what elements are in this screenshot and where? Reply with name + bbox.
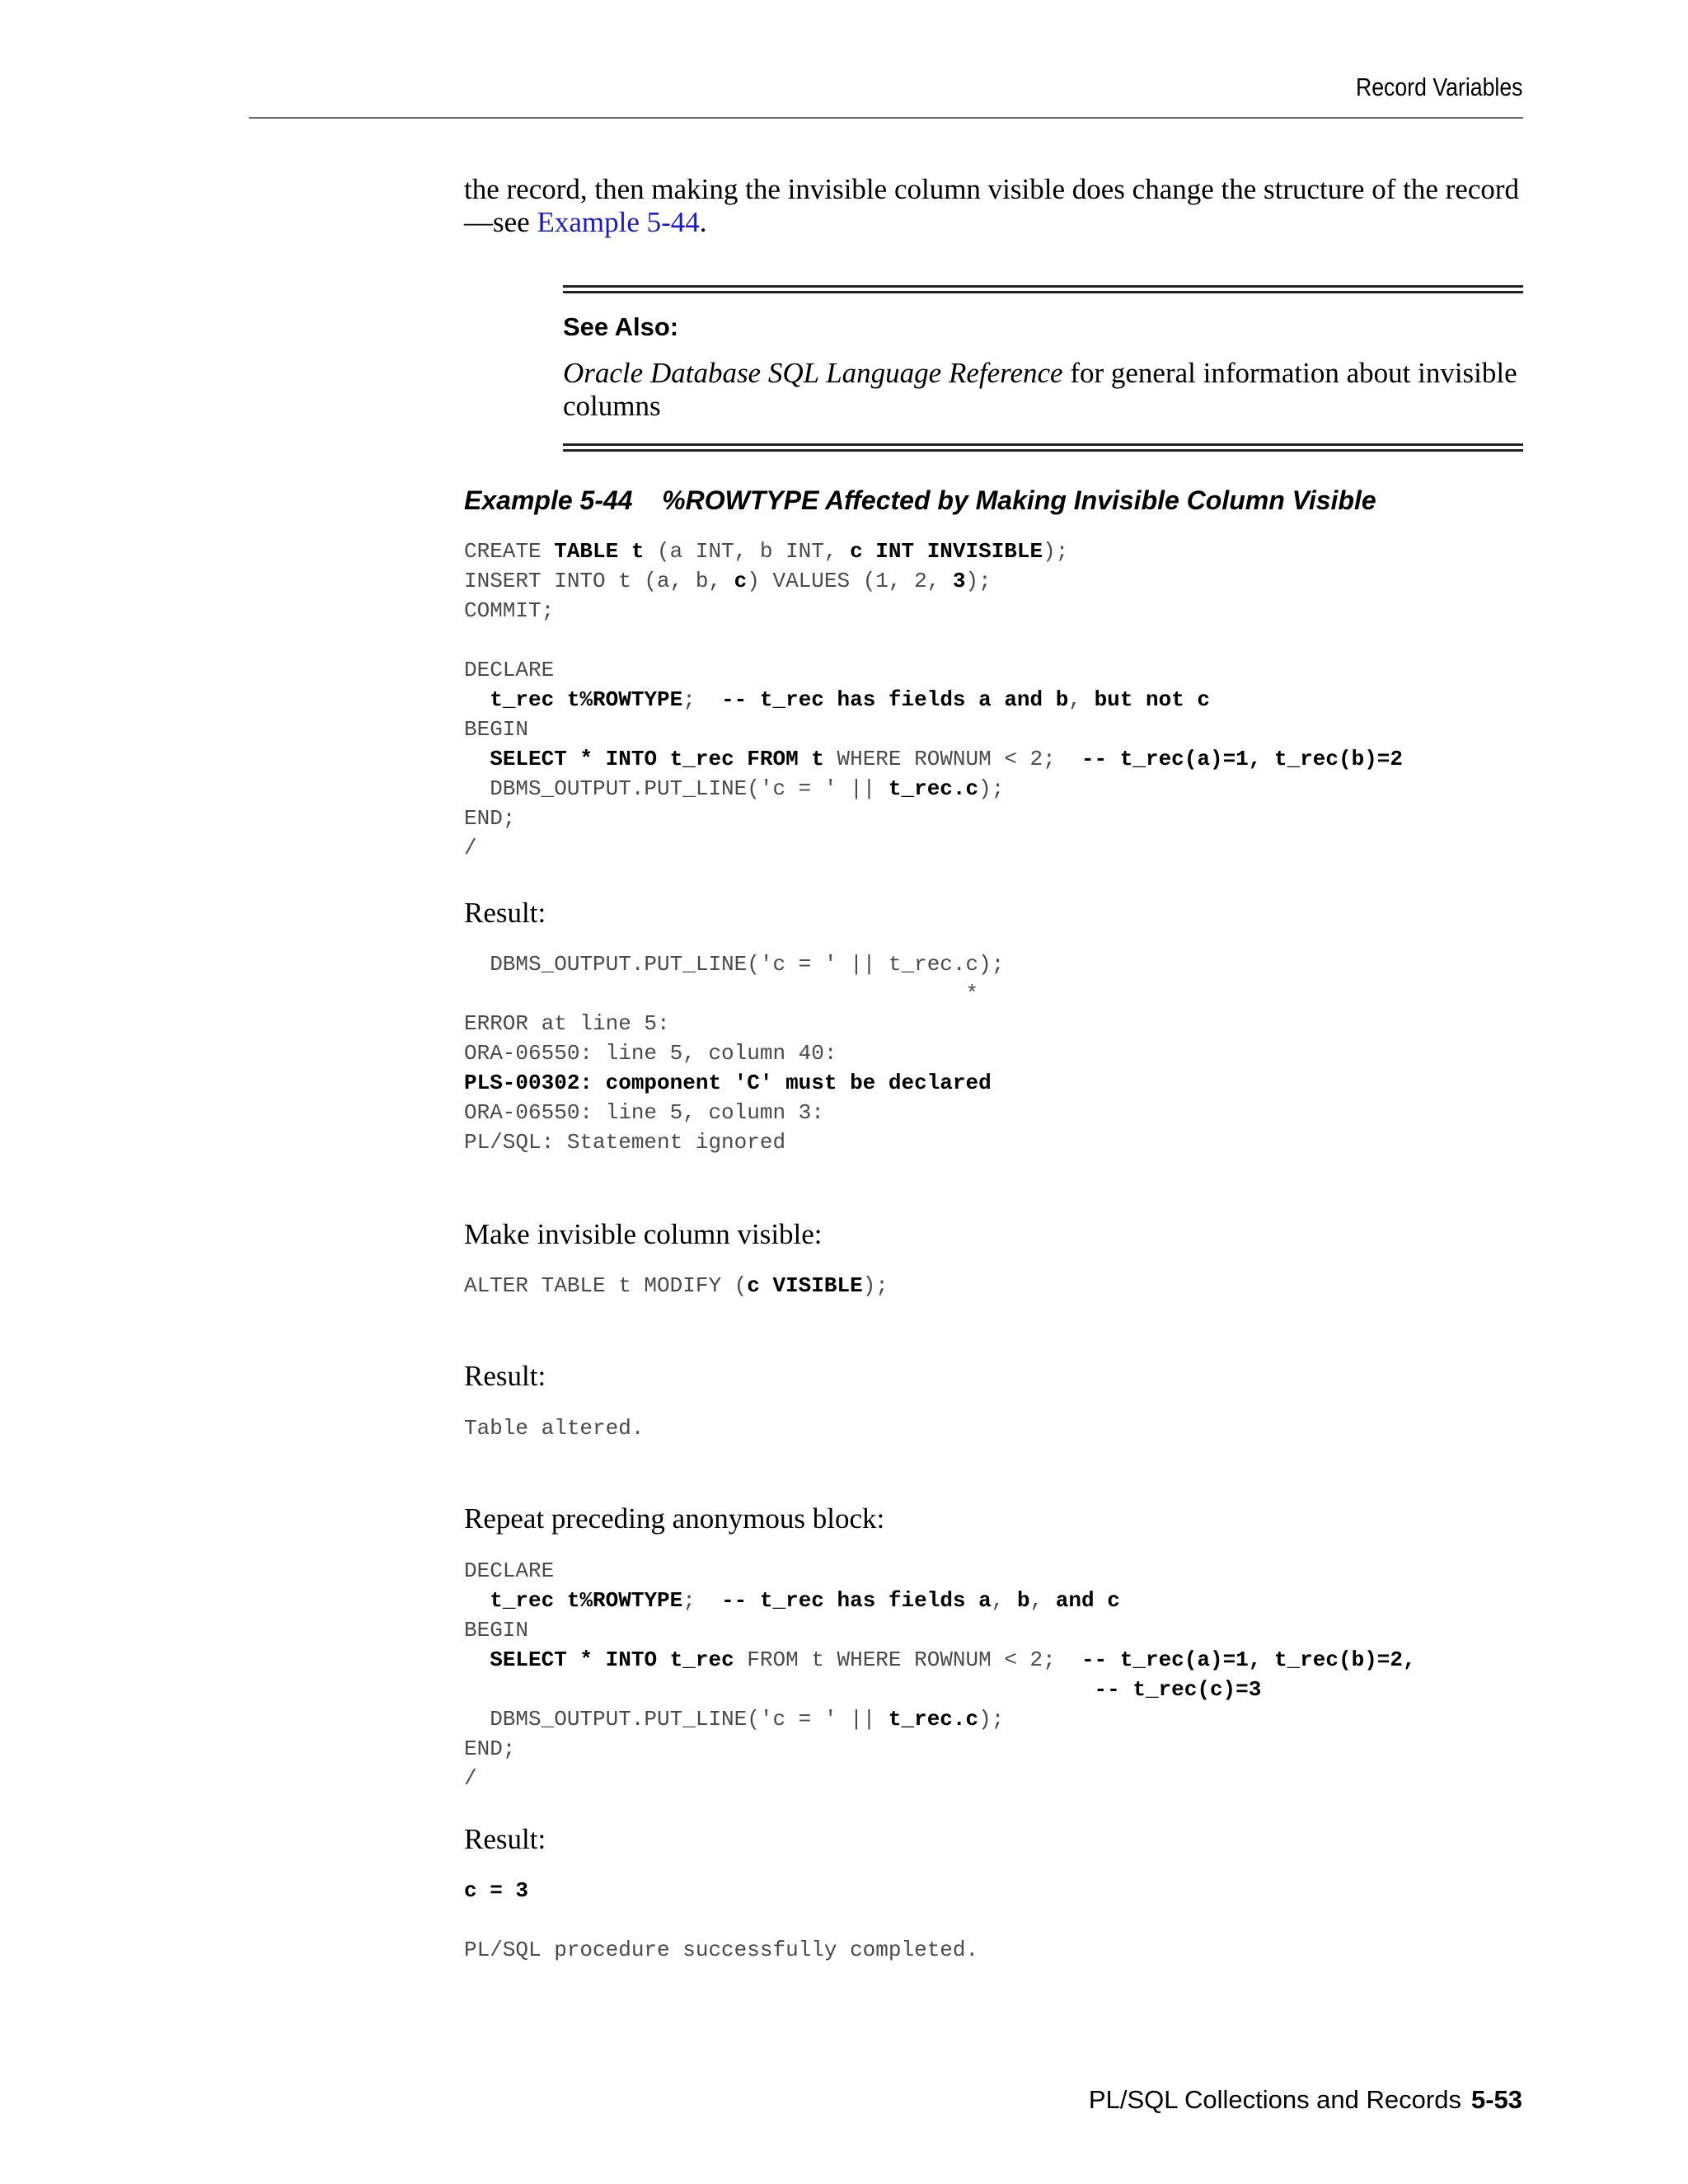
alter-code-block: [464, 1271, 889, 1301]
code-keyword: t_rec.c: [888, 776, 979, 801]
code-text: [464, 1588, 490, 1613]
code-line: [464, 1677, 1261, 1702]
code-line: [464, 1071, 992, 1095]
code-text: [464, 1647, 490, 1672]
code-keyword: -- t_rec has fields a and b: [721, 687, 1069, 712]
result-label-2: Result:: [464, 1360, 546, 1392]
code-line: [464, 1618, 528, 1643]
code-text: );: [978, 776, 1005, 801]
code-keyword: but not c: [1094, 687, 1211, 712]
code-keyword: -- t_rec(a)=1, t_rec(b)=2: [1081, 747, 1404, 771]
code-keyword: -- t_rec(a)=1, t_rec(b)=2,: [1081, 1647, 1416, 1672]
footer-page-number: 5-53: [1470, 2085, 1522, 2114]
footer-section-title: PL/SQL Collections and Records: [1088, 2085, 1461, 2114]
intro-text-before: the record, then making the invisible column visible does change the structure of the record—see: [464, 173, 1520, 238]
code-keyword: c INT INVISIBLE: [850, 539, 1043, 564]
code-text: DBMS_OUTPUT.PUT_LINE('c = ' || t_rec.c);: [464, 952, 1005, 977]
result-output-2: [464, 1413, 644, 1443]
code-keyword: and c: [1055, 1588, 1120, 1613]
see-also-top-rule: [563, 285, 1523, 293]
code-line: [464, 1041, 837, 1066]
code-line: [464, 569, 992, 593]
page-footer: [1089, 2085, 1522, 2115]
running-header: Record Variables: [1355, 73, 1522, 101]
code-text: ,: [1029, 1588, 1056, 1613]
code-text: INSERT INTO t (a, b,: [464, 569, 734, 593]
header-rule: [249, 117, 1523, 119]
code-line: [464, 1736, 515, 1761]
code-text: CREATE: [464, 539, 555, 564]
code-keyword: t_rec.c: [888, 1707, 979, 1732]
make-visible-label: Make invisible column visible:: [464, 1218, 823, 1250]
see-also-box: [563, 285, 1523, 452]
code-keyword: TABLE t: [554, 539, 645, 564]
code-text: END;: [464, 1736, 516, 1761]
code-keyword: c: [734, 569, 748, 593]
code-text: (a INT, b INT,: [644, 539, 851, 564]
code-line: [464, 806, 515, 831]
code-text: ) VALUES (1, 2,: [747, 569, 953, 593]
code-text: DECLARE: [464, 658, 555, 682]
example-title: [464, 485, 1376, 516]
code-keyword: c VISIBLE: [747, 1273, 863, 1298]
code-text: );: [965, 569, 992, 593]
code-line: [464, 1707, 1004, 1732]
code-line: [464, 747, 1403, 771]
code-keyword: -- t_rec(c)=3: [1094, 1677, 1262, 1702]
code-text: ERROR at line 5:: [464, 1011, 670, 1036]
code-text: BEGIN: [464, 1618, 529, 1643]
code-text: DBMS_OUTPUT.PUT_LINE('c = ' ||: [464, 1707, 889, 1732]
code-line: [464, 1558, 554, 1583]
code-text: *: [464, 982, 979, 1006]
code-line: [464, 1766, 477, 1791]
see-also-bottom-rule: [563, 443, 1523, 452]
code-line: [464, 1416, 644, 1441]
code-block-2: [464, 1556, 1416, 1793]
code-text: [464, 687, 490, 712]
code-text: /: [464, 1766, 477, 1791]
code-keyword: c = 3: [464, 1878, 529, 1903]
code-line: [464, 687, 1210, 712]
code-line: [464, 1647, 1416, 1672]
code-keyword: SELECT * INTO t_rec: [490, 1647, 734, 1672]
repeat-label: Repeat preceding anonymous block:: [464, 1502, 885, 1535]
code-text: ORA-06550: line 5, column 3:: [464, 1100, 824, 1125]
example-caption: %ROWTYPE Affected by Making Invisible Column Visible: [662, 485, 1376, 515]
code-text: );: [862, 1273, 889, 1298]
code-text: [464, 747, 490, 771]
see-also-reference-title: Oracle Database SQL Language Reference: [563, 357, 1063, 389]
code-keyword: PLS-00302: component 'C' must be declared: [464, 1071, 992, 1095]
code-text: ;: [682, 687, 722, 712]
code-text: WHERE ROWNUM < 2;: [823, 747, 1081, 771]
code-line: [464, 717, 528, 742]
code-line: [464, 1100, 824, 1125]
intro-text: [464, 173, 1527, 239]
code-text: BEGIN: [464, 717, 529, 742]
result-output-3: [464, 1876, 978, 1965]
code-keyword: b: [1016, 1588, 1030, 1613]
result-label-3: Result:: [464, 1823, 546, 1855]
code-line: [464, 1273, 889, 1298]
code-line: [464, 1588, 1120, 1613]
code-text: COMMIT;: [464, 598, 555, 623]
code-line: [464, 1130, 785, 1155]
code-keyword: -- t_rec has fields a: [721, 1588, 992, 1613]
code-line: [464, 658, 554, 682]
code-line: [464, 952, 1004, 977]
code-text: );: [978, 1707, 1005, 1732]
example-link[interactable]: Example 5-44: [537, 206, 700, 238]
code-text: FROM t WHERE ROWNUM < 2;: [734, 1647, 1081, 1672]
code-keyword: t_rec t%ROWTYPE: [490, 1588, 683, 1613]
code-text: ORA-06550: line 5, column 40:: [464, 1041, 837, 1066]
code-line: [464, 1878, 528, 1903]
code-line: [464, 598, 554, 623]
code-text: ALTER TABLE t MODIFY (: [464, 1273, 748, 1298]
code-text: /: [464, 836, 477, 860]
example-number: Example 5-44: [464, 485, 633, 515]
code-text: );: [1043, 539, 1069, 564]
code-text: PL/SQL: Statement ignored: [464, 1130, 786, 1155]
code-text: PL/SQL procedure successfully completed.: [464, 1938, 979, 1962]
code-line: [464, 836, 477, 860]
code-text: [464, 1677, 1095, 1702]
code-keyword: t_rec t%ROWTYPE: [490, 687, 683, 712]
code-keyword: 3: [952, 569, 966, 593]
intro-text-after: .: [699, 206, 707, 238]
see-also-text: for general information about invisible columns: [563, 357, 1517, 422]
code-text: END;: [464, 806, 516, 831]
code-text: ;: [682, 1588, 722, 1613]
result-label-1: Result:: [464, 897, 546, 929]
code-block-1: [464, 537, 1403, 863]
code-text: DECLARE: [464, 1558, 555, 1583]
code-line: [464, 1011, 670, 1036]
see-also-heading: See Also:: [563, 312, 679, 341]
code-keyword: SELECT * INTO t_rec FROM t: [490, 747, 824, 771]
code-line: [464, 776, 1004, 801]
code-line: [464, 982, 978, 1006]
code-line: [464, 1938, 978, 1962]
code-text: ,: [1068, 687, 1095, 712]
intro-paragraph: [464, 173, 1527, 239]
code-text: Table altered.: [464, 1416, 645, 1441]
code-text: DBMS_OUTPUT.PUT_LINE('c = ' ||: [464, 776, 889, 801]
code-text: ,: [991, 1588, 1017, 1613]
result-output-1: [464, 949, 1004, 1157]
see-also-body: [563, 357, 1523, 423]
code-line: [464, 539, 1068, 564]
